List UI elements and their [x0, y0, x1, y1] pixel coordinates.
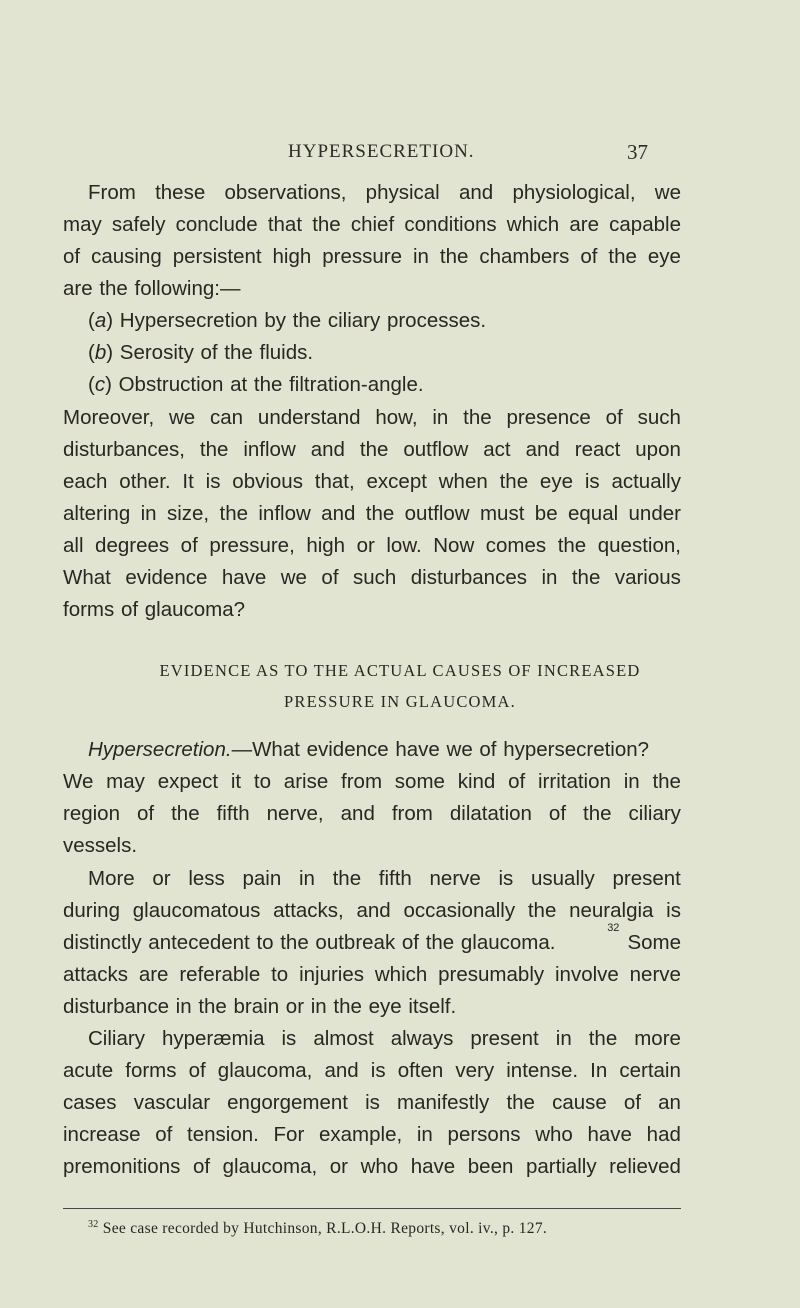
- condition-text-c: Obstruction at the filtration-angle.: [118, 373, 424, 396]
- condition-text-b: Serosity of the fluids.: [119, 341, 314, 364]
- paragraph-5-line-3: cases vascular engorgement is manifestly the cause of an: [63, 1091, 681, 1114]
- footnote-number: 32: [88, 1219, 99, 1230]
- paragraph-1-line-2: may safely conclude that the chief conditions which are capable: [63, 213, 681, 236]
- running-head: [0, 141, 800, 167]
- paragraph-4-line-5: disturbance in the brain or in the eye itself.: [63, 995, 457, 1018]
- paragraph-2-line-3: each other. It is obvious that, except when the eye is actually: [63, 470, 681, 493]
- condition-item-a: [88, 306, 800, 336]
- section-heading-line-2: PRESSURE IN GLAUCOMA.: [284, 692, 516, 711]
- paragraph-4-line-1: More or less pain in the fifth nerve is usually present: [88, 867, 681, 890]
- paragraph-3-line-3: region of the fifth nerve, and from dilatation of the ciliary: [63, 802, 681, 825]
- paragraph-3-line-4: vessels.: [63, 834, 138, 857]
- section-heading-line-1: EVIDENCE AS TO THE ACTUAL CAUSES OF INCREASED: [159, 661, 641, 680]
- paragraph-2-line-6: What evidence have we of such disturbances in the various: [63, 566, 681, 589]
- condition-item-c: [88, 370, 800, 400]
- run-in-heading: Hypersecretion.: [88, 738, 232, 761]
- footnote-divider: [63, 1208, 681, 1209]
- paragraph-2-line-2: disturbances, the inflow and the outflow act and react upon: [63, 438, 681, 461]
- footnote-reference[interactable]: 32: [607, 922, 620, 934]
- footnote: [88, 1216, 547, 1242]
- paragraph-5-line-5: premonitions of glaucoma, or who have been partially relieved: [63, 1155, 681, 1178]
- paragraph-5-line-1: Ciliary hyperæmia is almost always present in the more: [88, 1027, 681, 1050]
- condition-marker-c: (c): [88, 373, 119, 396]
- condition-marker-a: (a): [88, 309, 120, 332]
- condition-marker-b: (b): [88, 341, 120, 364]
- paragraph-1-line-1: From these observations, physical and physiological, we: [88, 181, 681, 204]
- paragraph-5-line-2: acute forms of glaucoma, and is often very intense. In certain: [63, 1059, 681, 1082]
- paragraph-4-line-2: during glaucomatous attacks, and occasionally the neuralgia is: [63, 899, 681, 922]
- footnote-text: See case recorded by Hutchinson, R.L.O.H. Reports, vol. iv., p. 127.: [102, 1220, 548, 1237]
- paragraph-2-line-5: all degrees of pressure, high or low. Now comes the question,: [63, 534, 681, 557]
- page-number: 37: [627, 140, 648, 164]
- paragraph-4-line-4: attacks are referable to injuries which presumably involve nerve: [63, 963, 681, 986]
- paragraph-3-line-1: [88, 735, 800, 765]
- paragraph-5-line-4: increase of tension. For example, in persons who have had: [63, 1123, 681, 1146]
- paragraph-3-lead-text: —What evidence have we of hypersecretion?: [231, 738, 650, 761]
- paragraph-4-line-3-end: Some: [627, 931, 681, 954]
- paragraph-2-line-1: Moreover, we can understand how, in the presence of such: [63, 406, 681, 429]
- paragraph-1-line-4: are the following:—: [63, 277, 241, 300]
- paragraph-3-line-2: We may expect it to arise from some kind of irritation in the: [63, 770, 681, 793]
- paragraph-4-line-3-text: distinctly antecedent to the outbreak of the glaucoma.: [63, 931, 556, 954]
- paragraph-2-line-4: altering in size, the inflow and the outflow must be equal under: [63, 502, 681, 525]
- paragraph-1-line-3: of causing persistent high pressure in the chambers of the eye: [63, 245, 681, 268]
- condition-item-b: [88, 338, 800, 368]
- paragraph-2-line-7: forms of glaucoma?: [63, 598, 246, 621]
- condition-text-a: Hypersecretion by the ciliary processes.: [119, 309, 487, 332]
- running-title: HYPERSECRETION.: [288, 141, 475, 162]
- paragraph-4-line-3: [63, 922, 681, 958]
